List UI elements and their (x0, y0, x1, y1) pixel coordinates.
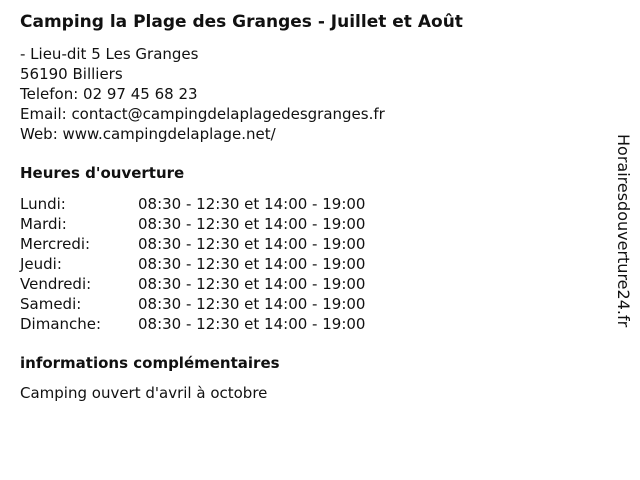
day-label: Jeudi: (20, 255, 62, 273)
website-line: Web: www.campingdelaplage.net/ (20, 125, 276, 143)
day-label: Vendredi: (20, 275, 92, 293)
day-label: Mardi: (20, 215, 67, 233)
hours-row (20, 254, 365, 274)
time-range: 08:30 - 12:30 et 14:00 - 19:00 (138, 275, 366, 293)
hours-row (20, 234, 365, 254)
opening-hours-table (20, 194, 365, 334)
hours-row (20, 294, 365, 314)
phone-line: Telefon: 02 97 45 68 23 (20, 85, 198, 103)
hours-row (20, 314, 365, 334)
time-range: 08:30 - 12:30 et 14:00 - 19:00 (138, 295, 366, 313)
hours-row (20, 274, 365, 294)
site-watermark: Horairesdouverture24.fr (614, 134, 633, 328)
opening-hours-heading: Heures d'ouverture (20, 164, 185, 182)
time-range: 08:30 - 12:30 et 14:00 - 19:00 (138, 255, 366, 273)
email-line: Email: contact@campingdelaplagedesgranges.fr (20, 105, 385, 123)
hours-row (20, 214, 365, 234)
additional-info-text: Camping ouvert d'avril à octobre (20, 384, 268, 402)
watermark-container (610, 134, 636, 368)
address-street: - Lieu-dit 5 Les Granges (20, 45, 199, 63)
address-block (20, 44, 385, 144)
day-label: Lundi: (20, 195, 66, 213)
additional-info-heading: informations complémentaires (20, 354, 280, 372)
page-title: Camping la Plage des Granges - Juillet et Août (20, 12, 463, 32)
time-range: 08:30 - 12:30 et 14:00 - 19:00 (138, 315, 366, 333)
time-range: 08:30 - 12:30 et 14:00 - 19:00 (138, 195, 366, 213)
day-label: Dimanche: (20, 315, 102, 333)
time-range: 08:30 - 12:30 et 14:00 - 19:00 (138, 215, 366, 233)
time-range: 08:30 - 12:30 et 14:00 - 19:00 (138, 235, 366, 253)
day-label: Mercredi: (20, 235, 91, 253)
address-city: 56190 Billiers (20, 65, 123, 83)
hours-row (20, 194, 365, 214)
day-label: Samedi: (20, 295, 82, 313)
